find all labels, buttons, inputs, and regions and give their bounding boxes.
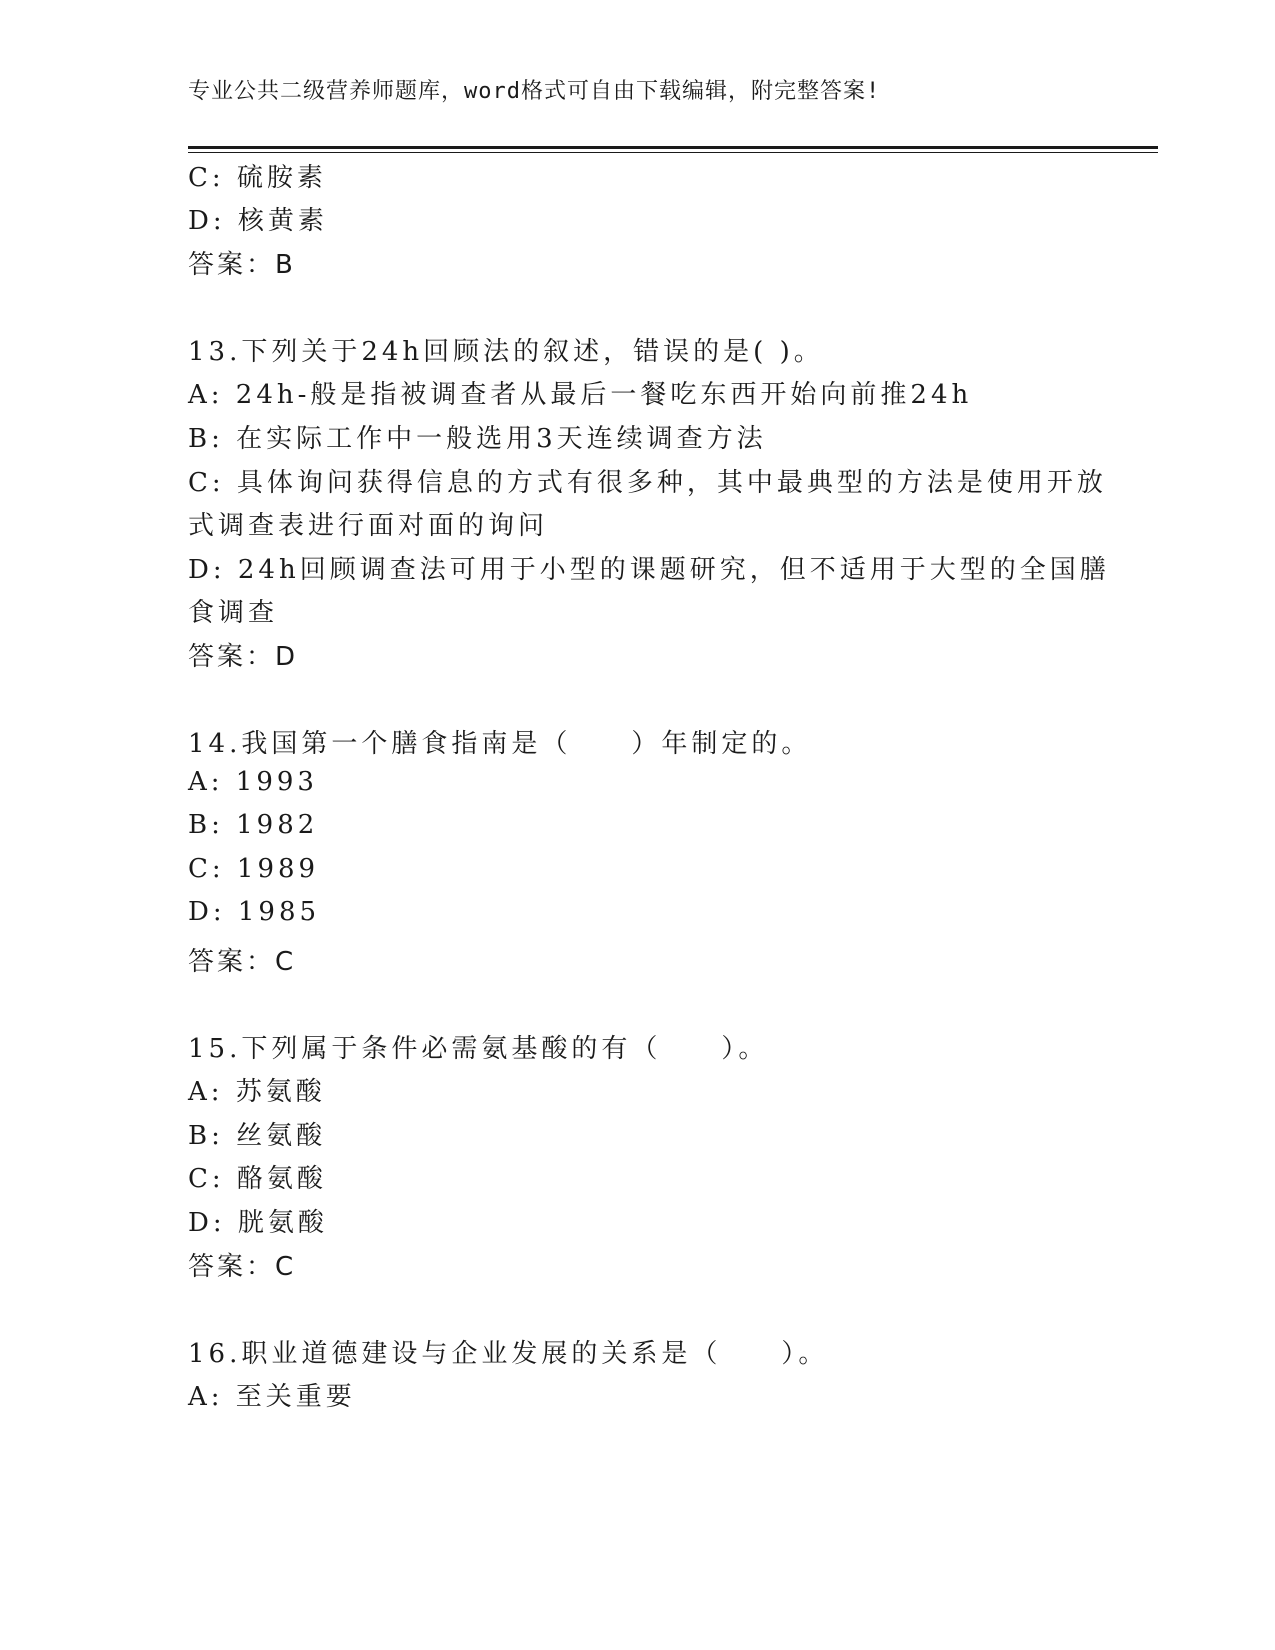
q13-option-c-line2: 式调查表进行面对面的询问 xyxy=(188,511,549,541)
q15-answer: 答案：C xyxy=(188,1252,297,1282)
page-header: 专业公共二级营养师题库，word格式可自由下载编辑，附完整答案! xyxy=(188,79,881,104)
q12-answer: 答案：B xyxy=(188,250,296,280)
q13-option-b: B: 在实际工作中一般选用3天连续调查方法 xyxy=(188,424,767,454)
q16-option-a: A: 至关重要 xyxy=(188,1382,356,1412)
q14-option-c: C: 1989 xyxy=(188,854,320,884)
q15-option-b: B: 丝氨酸 xyxy=(188,1121,327,1151)
q13-option-d-line2: 食调查 xyxy=(188,598,279,628)
q13-option-a: A: 24h-般是指被调查者从最后一餐吃东西开始向前推24h xyxy=(188,380,973,410)
q14-stem: 14.我国第一个膳食指南是（ ）年制定的。 xyxy=(188,729,812,759)
q15-option-c: C: 酪氨酸 xyxy=(188,1164,327,1194)
q14-option-a: A: 1993 xyxy=(188,767,318,797)
q14-answer: 答案：C xyxy=(188,947,297,977)
q15-option-d: D: 胱氨酸 xyxy=(188,1208,328,1238)
header-rule-thin xyxy=(188,152,1158,153)
q13-answer: 答案：D xyxy=(188,642,299,672)
q12-option-c: C: 硫胺素 xyxy=(188,163,327,193)
q13-option-d-line1: D: 24h回顾调查法可用于小型的课题研究，但不适用于大型的全国膳 xyxy=(188,555,1110,585)
q13-option-c-line1: C: 具体询问获得信息的方式有很多种，其中最典型的方法是使用开放 xyxy=(188,468,1107,498)
q14-option-d: D: 1985 xyxy=(188,897,321,927)
q15-option-a: A: 苏氨酸 xyxy=(188,1077,326,1107)
q14-option-b: B: 1982 xyxy=(188,810,319,840)
header-rule-thick xyxy=(188,146,1158,149)
q16-stem: 16.职业道德建设与企业发展的关系是（ ）。 xyxy=(188,1339,829,1369)
q13-stem: 13.下列关于24h回顾法的叙述，错误的是( )。 xyxy=(188,337,824,367)
q15-stem: 15.下列属于条件必需氨基酸的有（ ）。 xyxy=(188,1034,769,1064)
q12-option-d: D: 核黄素 xyxy=(188,206,328,236)
